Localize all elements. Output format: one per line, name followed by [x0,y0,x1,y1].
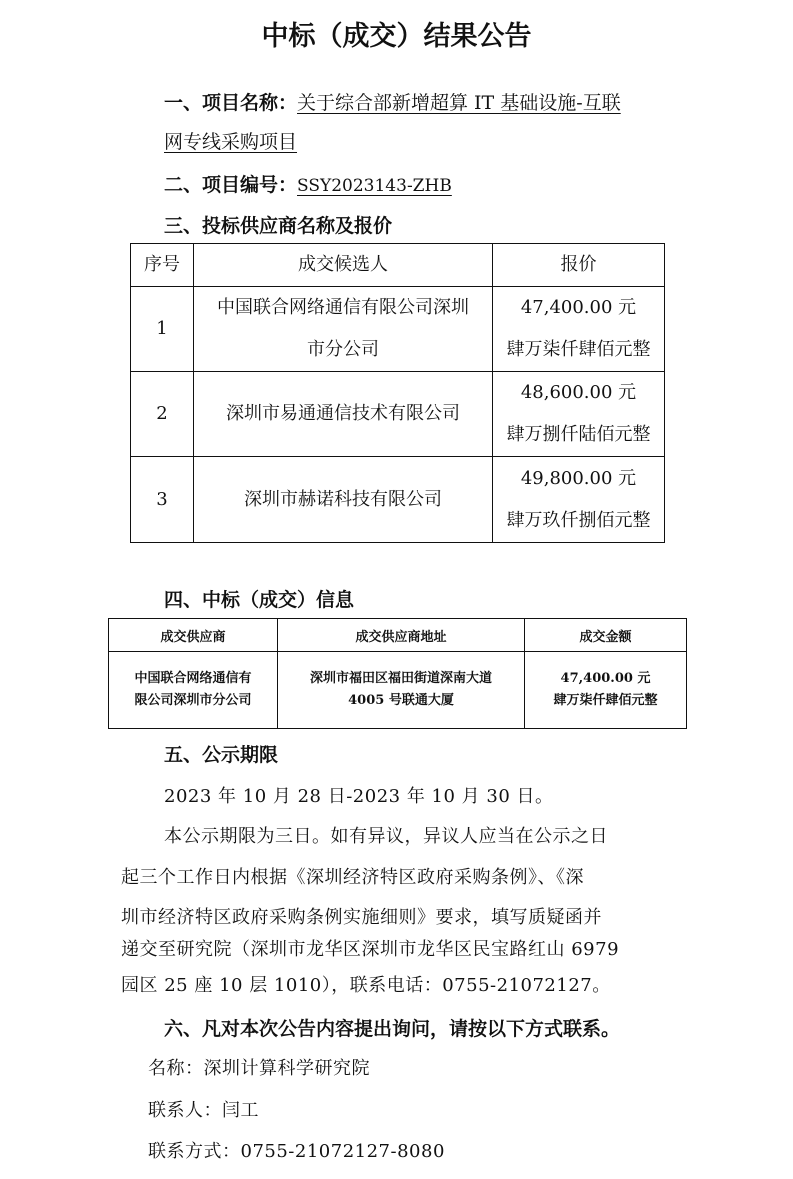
contact-person: 联系人：闫工 [148,1100,259,1121]
candidate-name: 深圳市赫诺科技有限公司 [194,457,493,543]
award-supplier-line1: 中国联合网络通信有 [134,671,252,686]
table-row [131,287,665,372]
project-name-value-line2: 网专线采购项目 [164,131,298,153]
notice-line-4: 递交至研究院（深圳市龙华区深圳市龙华区民宝路红山 6979 [121,939,620,960]
row-number: 1 [131,287,194,372]
publicity-period: 2023 年 10 月 28 日-2023 年 10 月 30 日。 [164,786,554,807]
bid-price-chinese: 肆万玖仟捌佰元整 [506,509,651,531]
project-code-value: SSY2023143-ZHB [297,176,452,196]
project-code-label: 二、项目编号： [164,174,298,196]
section-project-code [164,170,452,197]
col-header-candidate: 成交候选人 [194,244,493,287]
award-amount-chinese: 肆万柒仟肆佰元整 [553,693,658,708]
table-row [131,457,665,543]
bid-price-chinese: 肆万柒仟肆佰元整 [506,339,651,360]
row-number: 3 [131,457,194,543]
notice-line-3: 圳市经济特区政府采购条例实施细则》要求，填写质疑函并 [121,907,602,928]
project-name-value: 关于综合部新增超算 IT 基础设施-互联 [297,92,621,114]
award-amount-number: 47,400.00 元 [560,671,651,686]
bid-price-number: 49,800.00 元 [520,467,637,489]
project-name-label: 一、项目名称： [164,92,298,114]
notice-line-2: 起三个工作日内根据《深圳经济特区政府采购条例》、《深 [121,867,584,888]
bid-price-chinese: 肆万捌仟陆佰元整 [506,424,651,445]
section-bidders-heading: 三、投标供应商名称及报价 [164,215,393,237]
table-row [131,372,665,457]
col-header-amount: 成交金额 [525,619,687,652]
award-table [108,618,687,729]
award-supplier-line2: 限公司深圳市分公司 [134,693,252,708]
col-header-price: 报价 [493,244,665,287]
contact-org-name: 名称：深圳计算科学研究院 [148,1058,370,1079]
bid-price-number: 48,600.00 元 [520,382,637,403]
notice-line-1: 本公示期限为三日。如有异议，异议人应当在公示之日 [164,826,608,847]
candidate-name [194,287,493,372]
award-amount [525,652,687,729]
project-name-continued [164,127,297,154]
col-header-supplier: 成交供应商 [109,619,278,652]
award-supplier [109,652,278,729]
candidate-name-line2: 市分公司 [307,339,379,360]
bid-price-number: 47,400.00 元 [520,297,637,318]
bidders-table-header [131,244,665,287]
row-number: 2 [131,372,194,457]
col-header-address: 成交供应商地址 [278,619,525,652]
section-project-name [164,88,621,115]
award-address-line2: 4005 号联通大厦 [348,693,454,708]
section-contact-heading: 六、凡对本次公告内容提出询问，请按以下方式联系。 [164,1018,621,1040]
award-table-header [109,619,687,652]
candidate-name: 深圳市易通通信技术有限公司 [194,372,493,457]
bidders-table [130,243,665,543]
candidate-name-line1: 中国联合网络通信有限公司深圳 [217,297,469,318]
table-row [109,652,687,729]
award-address-line1: 深圳市福田区福田街道深南大道 [309,671,492,686]
section-period-heading: 五、公示期限 [164,744,279,766]
award-address [278,652,525,729]
page-title: 中标（成交）结果公告 [261,21,532,52]
bid-price [493,372,665,457]
bid-price [493,287,665,372]
notice-line-5: 园区 25 座 10 层 1010），联系电话：0755-21072127。 [121,975,611,996]
bid-price [493,457,665,543]
section-award-heading: 四、中标（成交）信息 [164,589,355,611]
col-header-no: 序号 [131,244,194,287]
contact-phone: 联系方式：0755-21072127-8080 [148,1141,445,1162]
